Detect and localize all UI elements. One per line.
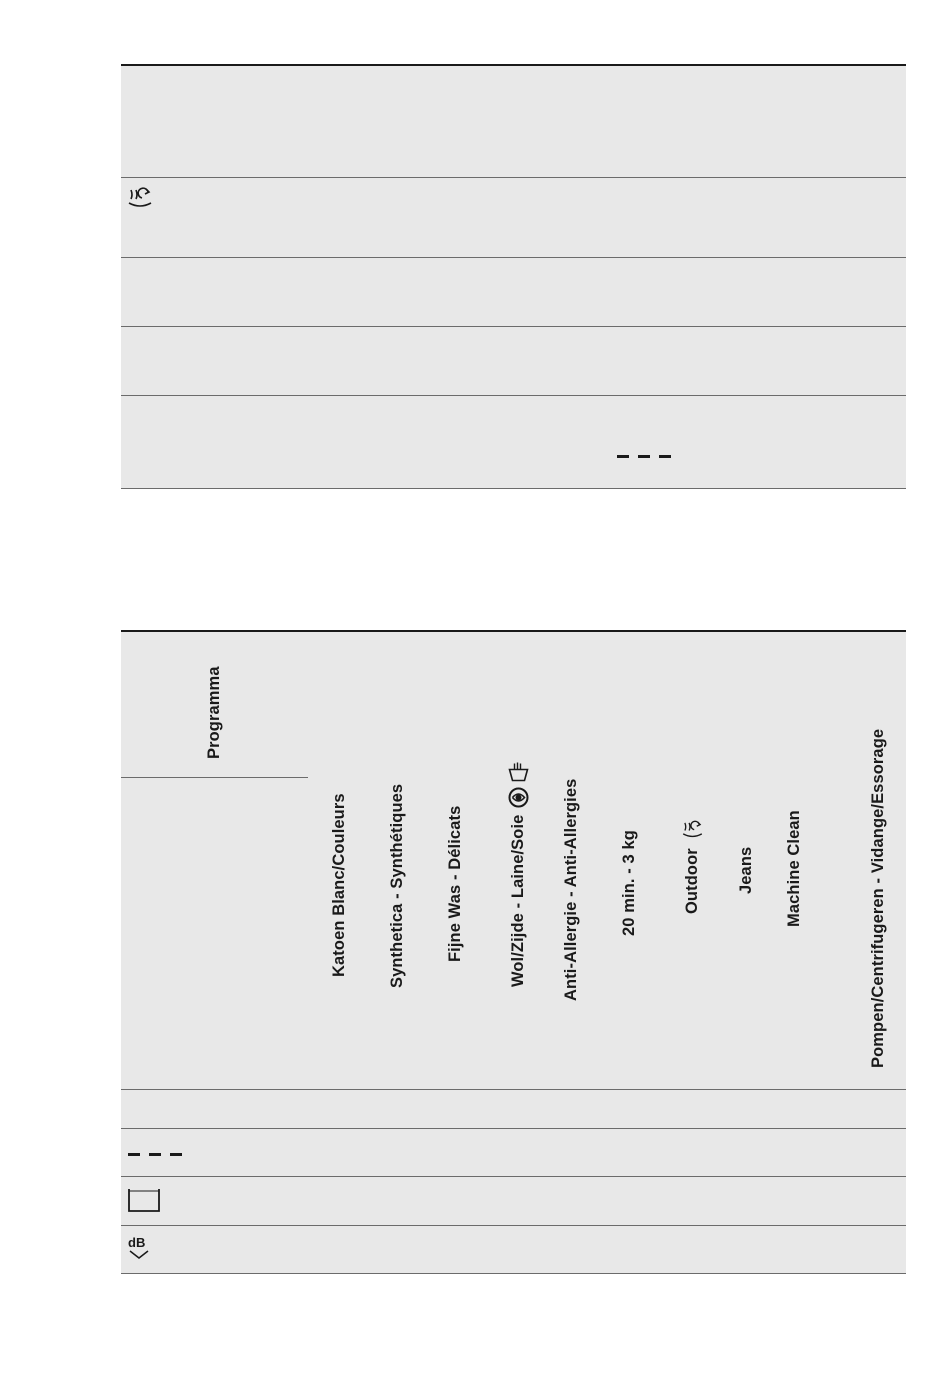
table-row [121, 395, 906, 488]
program-header-label: Programma [205, 666, 223, 759]
program-label-synthetics: Synthetica - Synthétiques [388, 783, 406, 988]
hand-wash-icon [508, 760, 530, 787]
table-row [121, 177, 906, 257]
program-label-wool-text: Wol/Zijde - Laine/Soie [508, 814, 527, 987]
table-row [121, 488, 906, 548]
program-label-cotton: Katoen Blanc/Couleurs [330, 793, 348, 977]
header-divider [121, 777, 308, 778]
program-label-drain-spin: Pompen/Centrifugeren - Vidange/Essorage [869, 728, 887, 1068]
table-row [121, 1089, 906, 1128]
table-row [121, 1176, 906, 1225]
table-row [121, 257, 906, 326]
table-row [121, 326, 906, 395]
program-label-outdoor [679, 822, 706, 914]
program-options-table [121, 630, 906, 1274]
program-label-anti-allergy: Anti-Allergie - Anti-Allergies [562, 778, 580, 1001]
table-row [121, 66, 906, 178]
triple-dash-icon [128, 1153, 182, 1156]
program-label-machine-clean: Machine Clean [785, 810, 803, 927]
svg-text:dB: dB [128, 1235, 146, 1250]
table-row [121, 1128, 906, 1176]
outdoor-program-icon [127, 186, 153, 217]
program-label-outdoor-text: Outdoor [682, 848, 701, 914]
program-label-delicates: Fijne Was - Délicats [446, 805, 464, 962]
outdoor-program-icon [682, 820, 704, 847]
program-label-20min: 20 min. - 3 kg [620, 830, 638, 936]
program-label-wool [505, 763, 532, 987]
table-row [121, 1225, 906, 1274]
drum-icon [127, 1187, 161, 1218]
program-label-jeans: Jeans [737, 846, 755, 894]
header-row [121, 632, 906, 1089]
top-options-table [121, 64, 906, 548]
woolmark-icon [508, 786, 530, 813]
db-noise-reduction-icon [127, 1234, 153, 1267]
triple-dash-icon [617, 455, 671, 458]
